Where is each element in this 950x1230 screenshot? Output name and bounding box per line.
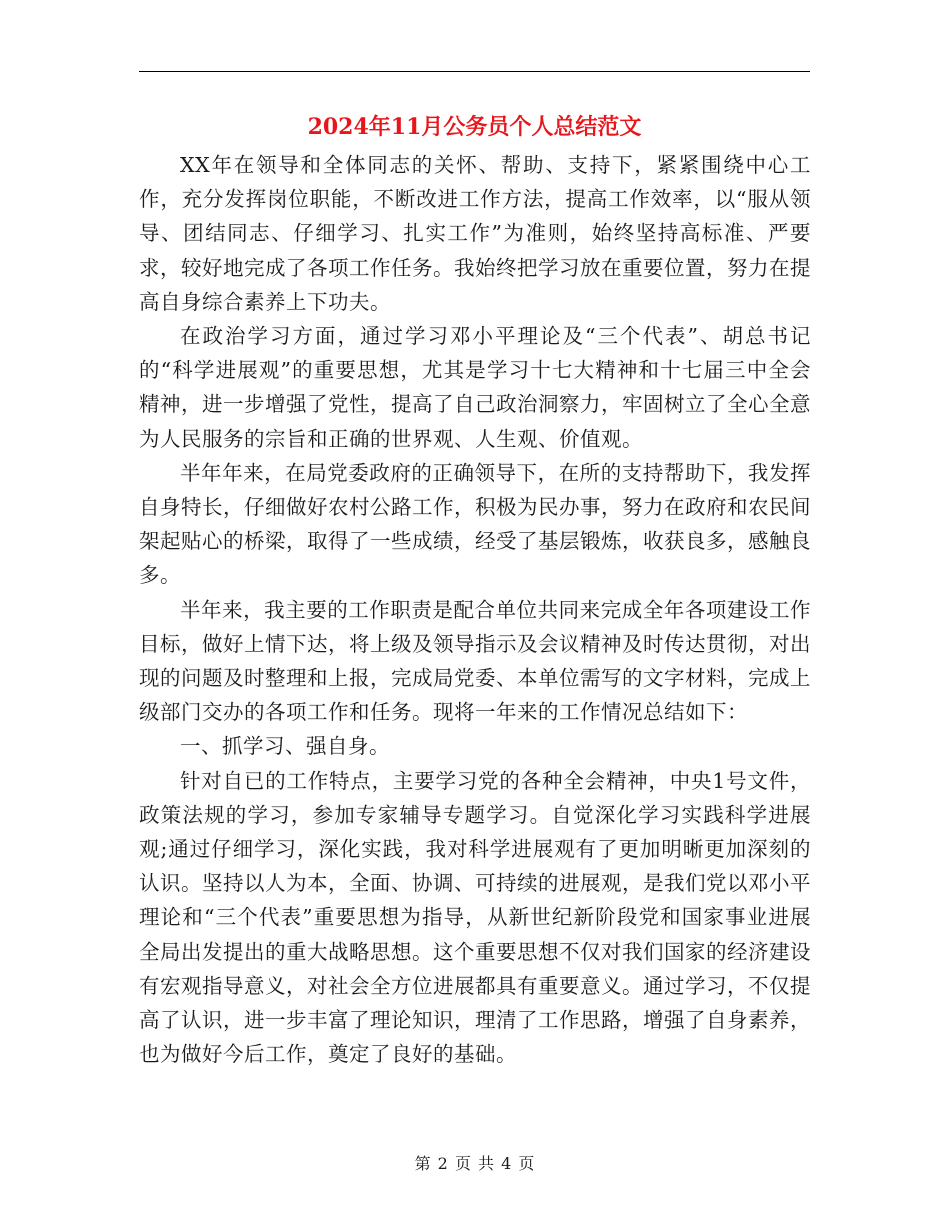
document-title: 2024年11月公务员个人总结范文 [307, 114, 642, 140]
page-number-footer: 第 2 页 共 4 页 [414, 1154, 536, 1173]
header-rule [139, 71, 810, 72]
document-body [139, 148, 811, 1071]
paragraph-intro: XX年在领导和全体同志的关怀、帮助、支持下，紧紧围绕中心工作，充分发挥岗位职能，不断改进工作方法，提高工作效率，以“服从领导、团结同志、仔细学习、扎实工作”为准则，始终坚持高标准、严要求，较好地完成了各项工作任务。我始终把学习放在重要位置，努力在提高自身综合素养上下功夫。 [139, 153, 811, 314]
paragraph-duties: 半年来，我主要的工作职责是配合单位共同来完成全年各项建设工作目标，做好上情下达，将上级及领导指示及会议精神及时传达贯彻，对出现的问题及时整理和上报，完成局党委、本单位需写的文字材料，完成上级部门交办的各项工作和任务。现将一年来的工作情况总结如下： [139, 597, 811, 725]
section-heading-study: 一、抓学习、强自身。 [180, 734, 390, 759]
paragraph-half-year-work: 半年年来，在局党委政府的正确领导下，在所的支持帮助下，我发挥自身特长，仔细做好农村公路工作，积极为民办事，努力在政府和农民间架起贴心的桥梁，取得了一些成绩，经受了基层锻炼，收获良多，感触良多。 [139, 460, 811, 588]
paragraph-political-study: 在政治学习方面，通过学习邓小平理论及“三个代表”、胡总书记的“科学进展观”的重要思想，尤其是学习十七大精神和十七届三中全会精神，进一步增强了党性，提高了自己政治洞察力，牢固树立了全心全意为人民服务的宗旨和正确的世界观、人生观、价值观。 [139, 324, 811, 451]
paragraph-study-details: 针对自已的工作特点，主要学习党的各种全会精神，中央1号文件，政策法规的学习，参加专家辅导专题学习。自觉深化学习实践科学进展观;通过仔细学习，深化实践，我对科学进展观有了更加明晰更加深刻的认识。坚持以人为本，全面、协调、可持续的进展观，是我们党以邓小平理论和“三个代表”重要思想为指导，从新世纪新阶段党和国家事业进展全局出发提出的重大战略思想。这个重要思想不仅对我们国家的经济建设有宏观指导意义，对社会全方位进展都具有重要意义。通过学习，不仅提高了认识，进一步丰富了理论知识，理清了工作思路，增强了自身素养，也为做好今后工作，奠定了良好的基础。 [139, 768, 811, 1067]
